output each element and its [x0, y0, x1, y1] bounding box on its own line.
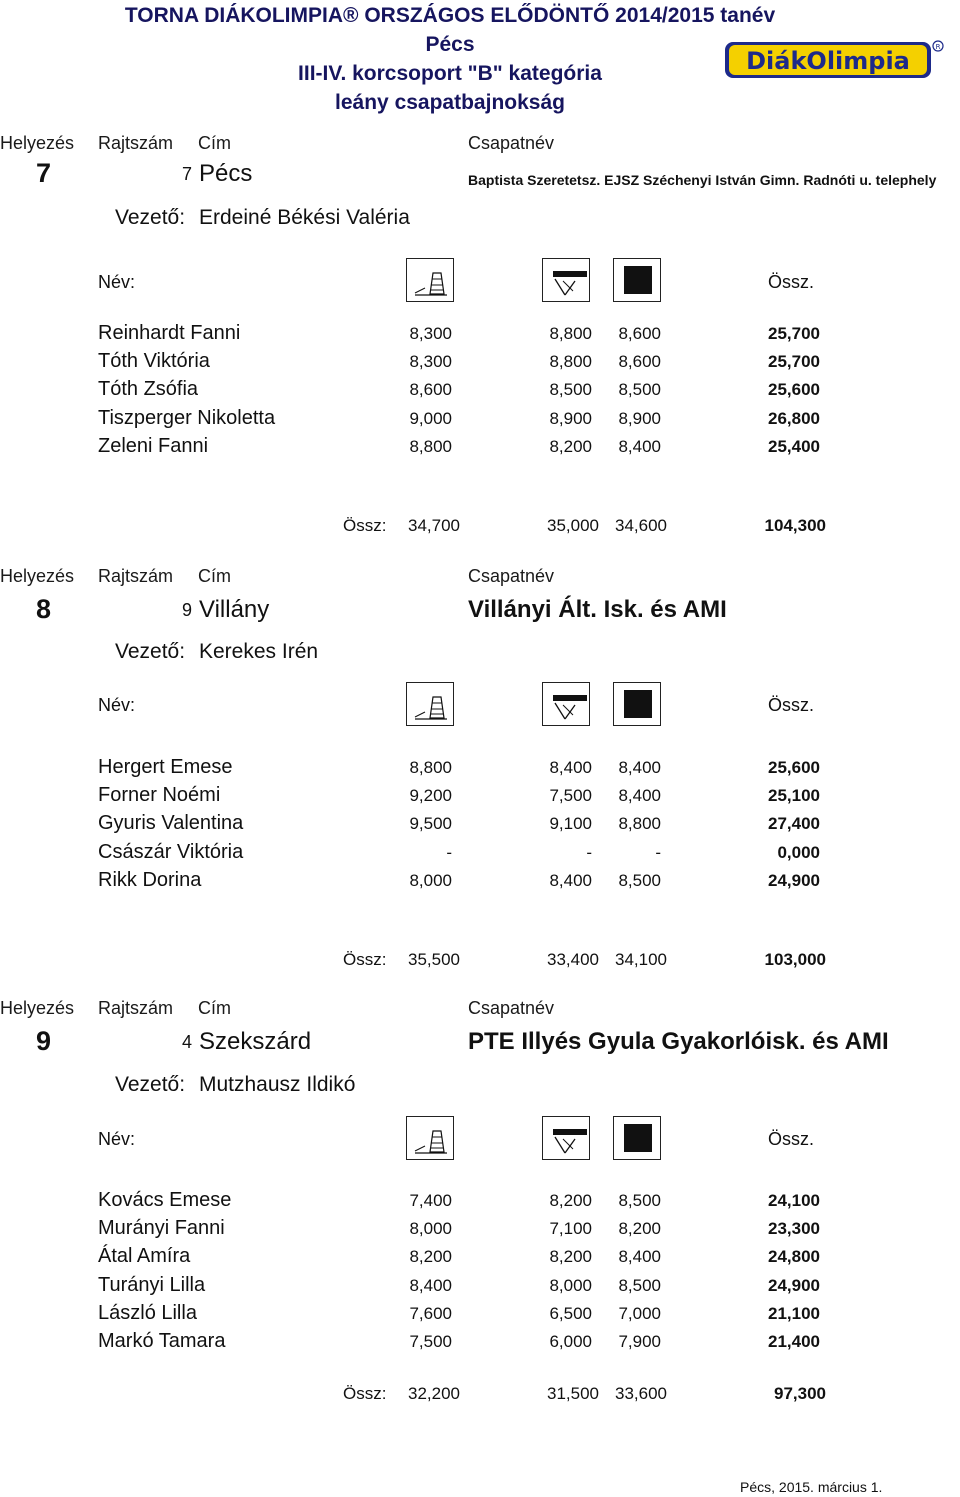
- team-name: PTE Illyés Gyula Gyakorlóisk. és AMI: [468, 1028, 889, 1055]
- score-floor: 8,400: [618, 786, 661, 806]
- score-floor: 8,400: [618, 436, 661, 456]
- score-beam: 8,300: [409, 352, 452, 372]
- leader-label: Vezető:: [115, 206, 186, 229]
- score-vault: 8,500: [549, 380, 592, 400]
- score-vault: 8,200: [549, 1191, 592, 1210]
- score-beam: 7,400: [409, 1191, 452, 1210]
- athlete-name: Murányi Fanni: [98, 1217, 225, 1240]
- beam-apparatus-box: [406, 682, 454, 726]
- score-floor: 7,000: [618, 1303, 661, 1323]
- placement-value: 9: [36, 1026, 52, 1056]
- athlete-name: Császár Viktória: [98, 840, 244, 863]
- score-vault: 7,100: [549, 1219, 592, 1239]
- column-label-address: Cím: [198, 133, 231, 153]
- vault-icon: [543, 259, 589, 301]
- diakolimpia-logo: [724, 38, 946, 82]
- team-name: Villányi Ált. Isk. és AMI: [468, 596, 727, 623]
- team-name: Baptista Szeretetsz. EJSZ Széchenyi István Gimn. Radnóti u. telephely: [468, 172, 937, 188]
- doc-title-competition: leány csapatbajnokság: [335, 91, 565, 114]
- sum-vault: 31,500: [547, 1384, 599, 1403]
- athlete-total: 25,600: [768, 758, 820, 777]
- floor-exercise-icon: [614, 1117, 660, 1159]
- score-floor: -: [655, 842, 661, 862]
- bib-number: 4: [181, 1032, 192, 1052]
- athlete-name: Zeleni Fanni: [98, 434, 209, 457]
- athlete-name: Rikk Dorina: [98, 868, 202, 891]
- score-vault: 8,800: [549, 324, 592, 343]
- athlete-total: 24,800: [768, 1247, 820, 1267]
- athlete-name: Tóth Zsófia: [98, 378, 199, 401]
- score-floor: 8,500: [618, 1191, 661, 1210]
- score-beam: 8,300: [409, 324, 452, 343]
- athlete-total: 23,300: [768, 1219, 820, 1239]
- score-vault: 8,200: [549, 436, 592, 456]
- column-label-address: Cím: [198, 566, 231, 586]
- name-column-label: Név:: [98, 272, 136, 292]
- score-beam: 9,000: [409, 408, 452, 428]
- score-beam: 8,200: [409, 1247, 452, 1267]
- score-floor: 7,900: [618, 1332, 661, 1351]
- score-vault: 8,800: [549, 352, 592, 372]
- score-beam: 8,000: [409, 1219, 452, 1239]
- score-beam: 8,600: [409, 380, 452, 400]
- score-floor: 8,400: [618, 758, 661, 777]
- leader-name: Erdeiné Békési Valéria: [199, 206, 410, 229]
- athlete-name: Hergert Emese: [98, 756, 233, 778]
- score-floor: 8,900: [618, 408, 661, 428]
- vault-icon: [543, 1117, 589, 1159]
- team-city: Villány: [199, 596, 270, 623]
- athlete-total: 21,400: [768, 1332, 820, 1351]
- score-beam: 8,800: [409, 436, 452, 456]
- logo-text: DiákOlimpia: [746, 47, 910, 75]
- sum-label: Össz:: [343, 950, 387, 969]
- score-vault: 8,000: [549, 1275, 592, 1295]
- balance-beam-icon: [407, 259, 453, 301]
- score-floor: 8,800: [618, 814, 661, 834]
- athlete-total: 24,900: [768, 1275, 820, 1295]
- athlete-total: 25,400: [768, 436, 820, 456]
- column-label-bib: Rajtszám: [98, 566, 174, 586]
- column-label-team_name: Csapatnév: [468, 566, 555, 586]
- score-floor: 8,200: [618, 1219, 661, 1239]
- score-beam: 8,400: [409, 1275, 452, 1295]
- column-label-team_name: Csapatnév: [468, 133, 555, 153]
- column-label-bib: Rajtszám: [98, 998, 174, 1018]
- athlete-total: 0,000: [777, 842, 820, 862]
- athlete-name: Kovács Emese: [98, 1189, 232, 1211]
- placement-value: 7: [36, 158, 52, 188]
- score-vault: 6,000: [549, 1332, 592, 1351]
- athlete-name: Reinhardt Fanni: [98, 322, 241, 344]
- score-beam: 9,200: [409, 786, 452, 806]
- name-column-label: Név:: [98, 695, 136, 715]
- athlete-name: Tiszperger Nikoletta: [98, 406, 276, 429]
- sum-label: Össz:: [343, 1384, 387, 1403]
- score-beam: 7,600: [409, 1303, 452, 1323]
- athlete-name: Markó Tamara: [98, 1330, 226, 1352]
- athlete-total: 27,400: [768, 814, 820, 834]
- score-floor: 8,500: [618, 1275, 661, 1295]
- sum-beam: 32,200: [408, 1384, 460, 1403]
- leader-label: Vezető:: [115, 1073, 186, 1096]
- athlete-total: 21,100: [768, 1303, 820, 1323]
- team-total: 103,000: [764, 950, 826, 969]
- floor-apparatus-box: [613, 682, 661, 726]
- athlete-total: 24,100: [768, 1191, 820, 1210]
- athlete-name: László Lilla: [98, 1301, 197, 1324]
- athlete-name: Gyuris Valentina: [98, 812, 244, 835]
- sum-beam: 34,700: [408, 516, 460, 535]
- sum-beam: 35,500: [408, 950, 460, 969]
- sum-vault: 33,400: [547, 950, 599, 969]
- athlete-total: 25,100: [768, 786, 820, 806]
- floor-exercise-icon: [614, 259, 660, 301]
- balance-beam-icon: [407, 683, 453, 725]
- sum-floor: 34,600: [615, 516, 667, 535]
- doc-title-city: Pécs: [425, 33, 475, 56]
- athlete-name: Átal Amíra: [98, 1245, 191, 1268]
- vault-apparatus-box: [542, 1116, 590, 1160]
- team-city: Pécs: [199, 160, 253, 187]
- score-vault: 9,100: [549, 814, 592, 834]
- bib-number: 7: [181, 164, 192, 184]
- vault-icon: [543, 683, 589, 725]
- column-label-address: Cím: [198, 998, 231, 1018]
- column-label-bib: Rajtszám: [98, 133, 174, 153]
- score-beam: 9,500: [409, 814, 452, 834]
- score-vault: 7,500: [549, 786, 592, 806]
- athlete-total: 24,900: [768, 870, 820, 890]
- floor-exercise-icon: [614, 683, 660, 725]
- score-beam: 8,000: [409, 870, 452, 890]
- score-floor: 8,400: [618, 1247, 661, 1267]
- column-label-placement: Helyezés: [0, 566, 75, 586]
- team-total: 104,300: [764, 516, 826, 535]
- column-label-placement: Helyezés: [0, 133, 75, 153]
- placement-value: 8: [36, 594, 52, 624]
- doc-title-category: III-IV. korcsoport "B" kategória: [298, 62, 602, 85]
- sum-floor: 34,100: [615, 950, 667, 969]
- vault-apparatus-box: [542, 682, 590, 726]
- athlete-name: Tóth Viktória: [98, 350, 210, 373]
- team-total: 97,300: [774, 1384, 826, 1403]
- doc-title-line1: TORNA DIÁKOLIMPIA® ORSZÁGOS ELŐDÖNTŐ 2014/2015 tanév: [124, 4, 776, 27]
- leader-name: Mutzhausz Ildikó: [199, 1073, 356, 1096]
- athlete-total: 25,600: [768, 380, 820, 400]
- score-vault: 8,400: [549, 870, 592, 890]
- name-column-label: Név:: [98, 1129, 136, 1149]
- score-floor: 8,600: [618, 352, 661, 372]
- athlete-name: Forner Noémi: [98, 784, 221, 807]
- score-vault: 6,500: [549, 1303, 592, 1323]
- total-column-label: Össz.: [768, 695, 815, 715]
- floor-apparatus-box: [613, 1116, 661, 1160]
- beam-apparatus-box: [406, 258, 454, 302]
- score-floor: 8,500: [618, 380, 661, 400]
- footer-date: Pécs, 2015. március 1.: [740, 1479, 883, 1495]
- score-vault: 8,900: [549, 408, 592, 428]
- score-floor: 8,500: [618, 870, 661, 890]
- total-column-label: Össz.: [768, 272, 815, 292]
- score-beam: 7,500: [409, 1332, 452, 1351]
- score-beam: -: [446, 842, 452, 862]
- athlete-total: 25,700: [768, 324, 820, 343]
- bib-number: 9: [181, 600, 192, 620]
- score-vault: -: [586, 842, 592, 862]
- leader-label: Vezető:: [115, 640, 186, 663]
- athlete-total: 25,700: [768, 352, 820, 372]
- vault-apparatus-box: [542, 258, 590, 302]
- column-label-placement: Helyezés: [0, 998, 75, 1018]
- athlete-name: Turányi Lilla: [98, 1273, 206, 1296]
- score-beam: 8,800: [409, 758, 452, 777]
- athlete-total: 26,800: [768, 408, 820, 428]
- leader-name: Kerekes Irén: [199, 640, 319, 663]
- sum-vault: 35,000: [547, 516, 599, 535]
- svg-text:R: R: [935, 43, 941, 51]
- team-city: Szekszárd: [199, 1028, 312, 1055]
- score-vault: 8,400: [549, 758, 592, 777]
- sum-floor: 33,600: [615, 1384, 667, 1403]
- beam-apparatus-box: [406, 1116, 454, 1160]
- sum-label: Össz:: [343, 516, 387, 535]
- score-floor: 8,600: [618, 324, 661, 343]
- balance-beam-icon: [407, 1117, 453, 1159]
- score-vault: 8,200: [549, 1247, 592, 1267]
- column-label-team_name: Csapatnév: [468, 998, 555, 1018]
- floor-apparatus-box: [613, 258, 661, 302]
- total-column-label: Össz.: [768, 1129, 815, 1149]
